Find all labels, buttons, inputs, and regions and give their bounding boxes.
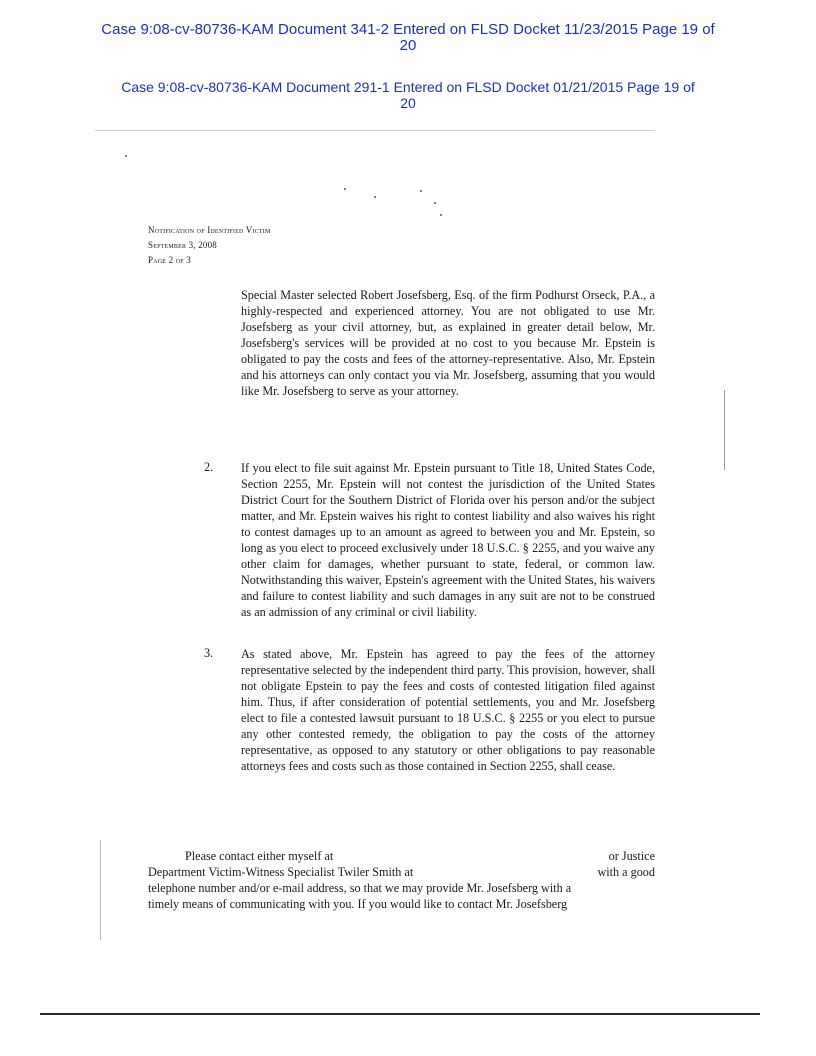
scan-speck — [440, 214, 442, 216]
court-stamp-line-cont: 20 — [399, 37, 417, 54]
scan-speck — [434, 202, 436, 204]
scan-speck — [374, 196, 376, 198]
scan-artifact-line — [95, 130, 655, 131]
letter-date: September 3, 2008 — [148, 240, 217, 250]
scan-speck — [420, 190, 422, 192]
court-stamp-line: Case 9:08-cv-80736-KAM Document 291-1 Entered on FLSD Docket 01/21/2015 Page 19 of — [121, 79, 695, 95]
court-stamp-line-cont: 20 — [400, 95, 416, 111]
scan-artifact-edge — [724, 390, 725, 470]
closing-line — [148, 864, 655, 880]
scan-speck — [344, 188, 346, 190]
court-stamp-header-original — [0, 79, 816, 111]
letter-title: Notification of Identified Victim — [148, 225, 271, 235]
closing-line — [148, 848, 655, 864]
closing-line-right: or Justice — [608, 849, 655, 863]
continued-paragraph: Special Master selected Robert Josefsberg, Esq. of the firm Podhurst Orseck, P.A., a highly-respected and experienced attorney. You are not obligated to use Mr. Josefsberg as your civil attorney, but, as explained in greater detail below, Mr. Josefsberg's services will be provided at no cost to you because Mr. Epstein is obligated to pay the costs and fees of the attorney-representative. Also, Mr. Epstein and his attorneys can only contact you via Mr. Josefsberg, assuming that you would like Mr. Josefsberg to serve as your attorney. — [241, 288, 655, 398]
scan-speck — [125, 155, 127, 157]
item-paragraph: If you elect to file suit against Mr. Epstein pursuant to Title 18, United States Code, Section 2255, Mr. Epstein will not contest the jurisdiction of the United States District Court for the Southern District of Florida over his person and/or the subject matter, and Mr. Epstein waives his right to contest liability and also waives his right to contest damages up to an amount as agreed to between you and Mr. Epstein, so long as you elect to proceed exclusively under 18 U.S.C. § 2255, and you waive any other claim for damages, whether pursuant to state, federal, or common law. Notwithstanding this waiver, Epstein's agreement with the United States, his waivers and failure to contest liability and such damages in any suit are not to be construed as an admission of any criminal or civil liability. — [241, 461, 655, 619]
closing-line-right: with a good — [597, 865, 655, 879]
item-number: 3. — [204, 646, 214, 660]
page-bottom-rule — [40, 1013, 760, 1015]
scan-artifact-edge — [100, 840, 101, 940]
closing-line-left: Department Victim-Witness Specialist Twiler Smith at — [148, 865, 414, 879]
closing-paragraph — [148, 848, 655, 912]
item-paragraph: As stated above, Mr. Epstein has agreed to pay the fees of the attorney representative selected by the independent third party. This provision, however, shall not obligate Epstein to pay the fees and costs of contested litigation filed against him. Thus, if after consideration of potential settlements, you and Mr. Josefsberg elect to file a contested lawsuit pursuant to 18 U.S.C. § 2255 or you elect to pursue any other contested remedy, the obligation to pay the costs of the attorney representative, as opposed to any statutory or other obligations to pay reasonable attorneys fees and costs such as those contained in Section 2255, shall cease. — [241, 647, 655, 773]
closing-line-left: Please contact either myself at — [185, 849, 334, 863]
letter-page-number: Page 2 of 3 — [148, 255, 191, 265]
court-stamp-header-current — [0, 22, 816, 54]
item-number: 2. — [204, 460, 214, 474]
closing-line: timely means of communicating with you. If you would like to contact Mr. Josefsberg — [148, 897, 568, 911]
court-stamp-line: Case 9:08-cv-80736-KAM Document 341-2 Entered on FLSD Docket 11/23/2015 Page 19 of — [101, 21, 715, 38]
closing-line: telephone number and/or e-mail address, so that we may provide Mr. Josefsberg with a — [148, 881, 572, 895]
